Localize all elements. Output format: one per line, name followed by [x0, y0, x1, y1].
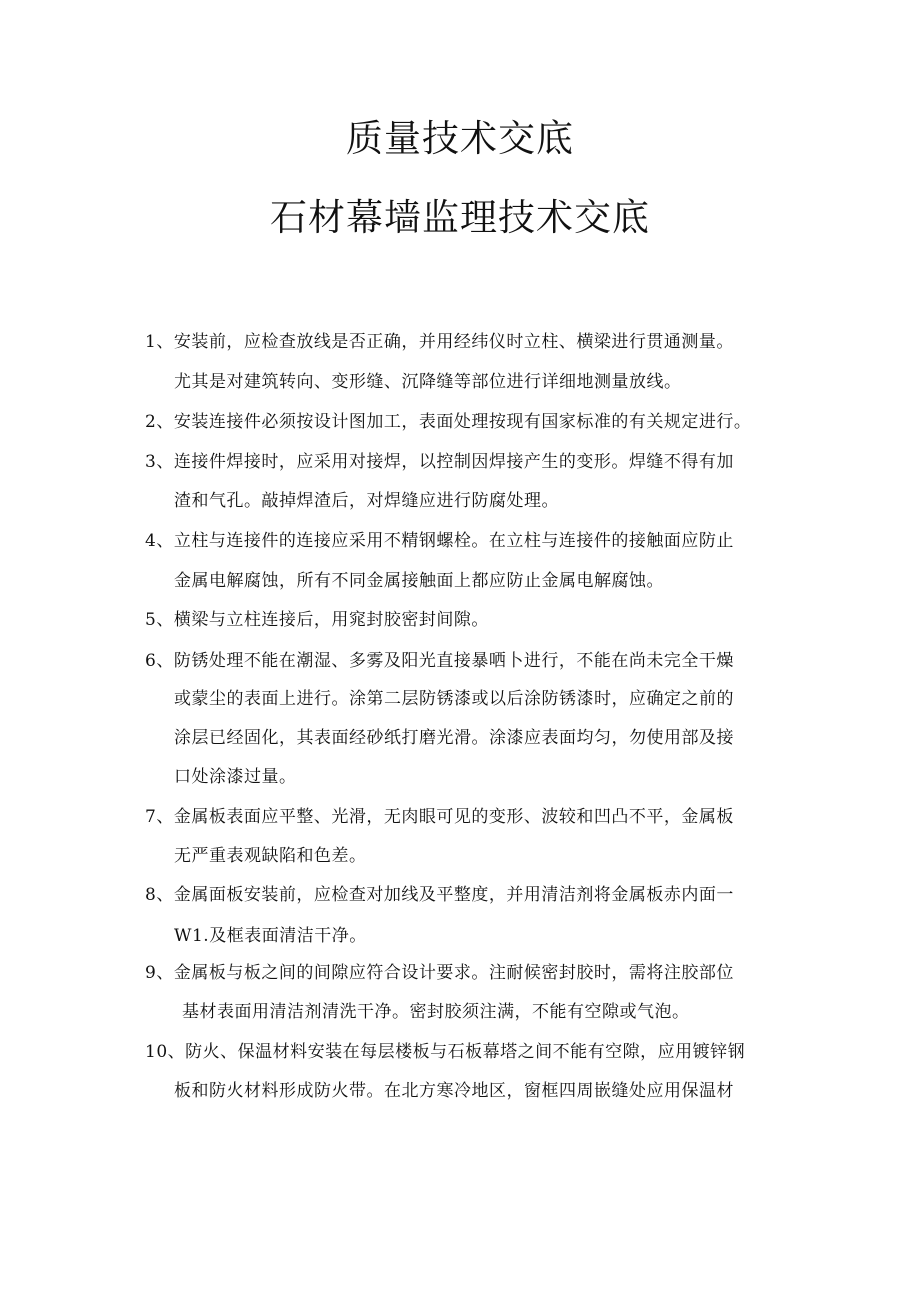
list-item-line [145, 331, 734, 353]
list-item-line: 涂层已经固化，其表面经砂纸打磨光滑。涂漆应表面均匀，勿使用部及接 [174, 728, 734, 748]
item-number: 3、 [145, 452, 174, 472]
list-item-line: 尤其是对建筑转向、变形缝、沉降缝等部位进行详细地测量放线。 [174, 372, 682, 392]
list-item-line [145, 530, 734, 552]
item-text: 金属板表面应平整、光滑，无肉眼可见的变形、波较和凹凸不平，金属板 [173, 807, 734, 827]
list-item-line [145, 884, 734, 906]
item-text: 金属板与板之间的间隙应符合设计要求。注耐候密封胶时，需将注胶部位 [173, 963, 734, 983]
list-item-line: 板和防火材料形成防火带。在北方寒冷地区，窗框四周嵌缝处应用保温材 [174, 1081, 734, 1101]
list-item-line: 基材表面用清洁剂清洗干净。密封胶须注满，不能有空隙或气泡。 [182, 1002, 690, 1022]
item-number: 8、 [145, 885, 174, 905]
document-subtitle: 石材幕墙监理技术交底 [270, 196, 650, 239]
list-item-line: 无严重表观缺陷和色差。 [174, 846, 367, 866]
list-item-line: 渣和气孔。敲掉焊渣后，对焊缝应进行防腐处理。 [174, 491, 559, 511]
list-item-line: 金属电解腐蚀，所有不同金属接触面上都应防止金属电解腐蚀。 [174, 571, 664, 591]
item-text: 连接件焊接时，应采用对接焊，以控制因焊接产生的变形。焊缝不得有加 [173, 452, 734, 472]
item-number: 10、 [145, 1042, 186, 1062]
list-item-line [145, 411, 751, 433]
list-item-line [145, 609, 489, 631]
item-text: 安装前，应检查放线是否正确，并用经纬仪时立柱、横梁进行贯通测量。 [173, 332, 734, 352]
document-title: 质量技术交底 [346, 117, 574, 160]
item-number: 7、 [145, 807, 174, 827]
item-number: 9、 [145, 963, 174, 983]
list-item-line [145, 451, 734, 473]
item-number: 6、 [145, 651, 174, 671]
item-text: 防火、保温材料安装在每层楼板与石板幕塔之间不能有空隙，应用镀锌钢 [185, 1042, 746, 1062]
item-number: 4、 [145, 531, 174, 551]
item-text: 立柱与连接件的连接应采用不精钢螺栓。在立柱与连接件的接触面应防止 [173, 531, 734, 551]
item-number: 2、 [145, 412, 174, 432]
list-item-line [145, 962, 734, 984]
list-item-line: 或蒙尘的表面上进行。涂第二层防锈漆或以后涂防锈漆时，应确定之前的 [174, 689, 734, 709]
item-number: 1、 [145, 332, 174, 352]
list-item-line: W1.及框表面清洁干净。 [174, 926, 367, 946]
list-item-line [145, 806, 734, 828]
item-text: 防锈处理不能在潮湿、多雾及阳光直接暴哂卜进行，不能在尚未完全干燥 [173, 651, 734, 671]
list-item-line [145, 1041, 745, 1063]
list-item-line [145, 650, 734, 672]
item-number: 5、 [145, 610, 174, 630]
item-text: 横梁与立柱连接后，用窕封胶密封间隙。 [173, 610, 489, 630]
list-item-line: 口处涂漆过量。 [174, 767, 297, 787]
item-text: 安装连接件必须按设计图加工，表面处理按现有国家标准的有关规定进行。 [173, 412, 752, 432]
item-text: 金属面板安装前，应检查对加线及平整度，并用清洁剂将金属板赤内面一 [173, 885, 734, 905]
